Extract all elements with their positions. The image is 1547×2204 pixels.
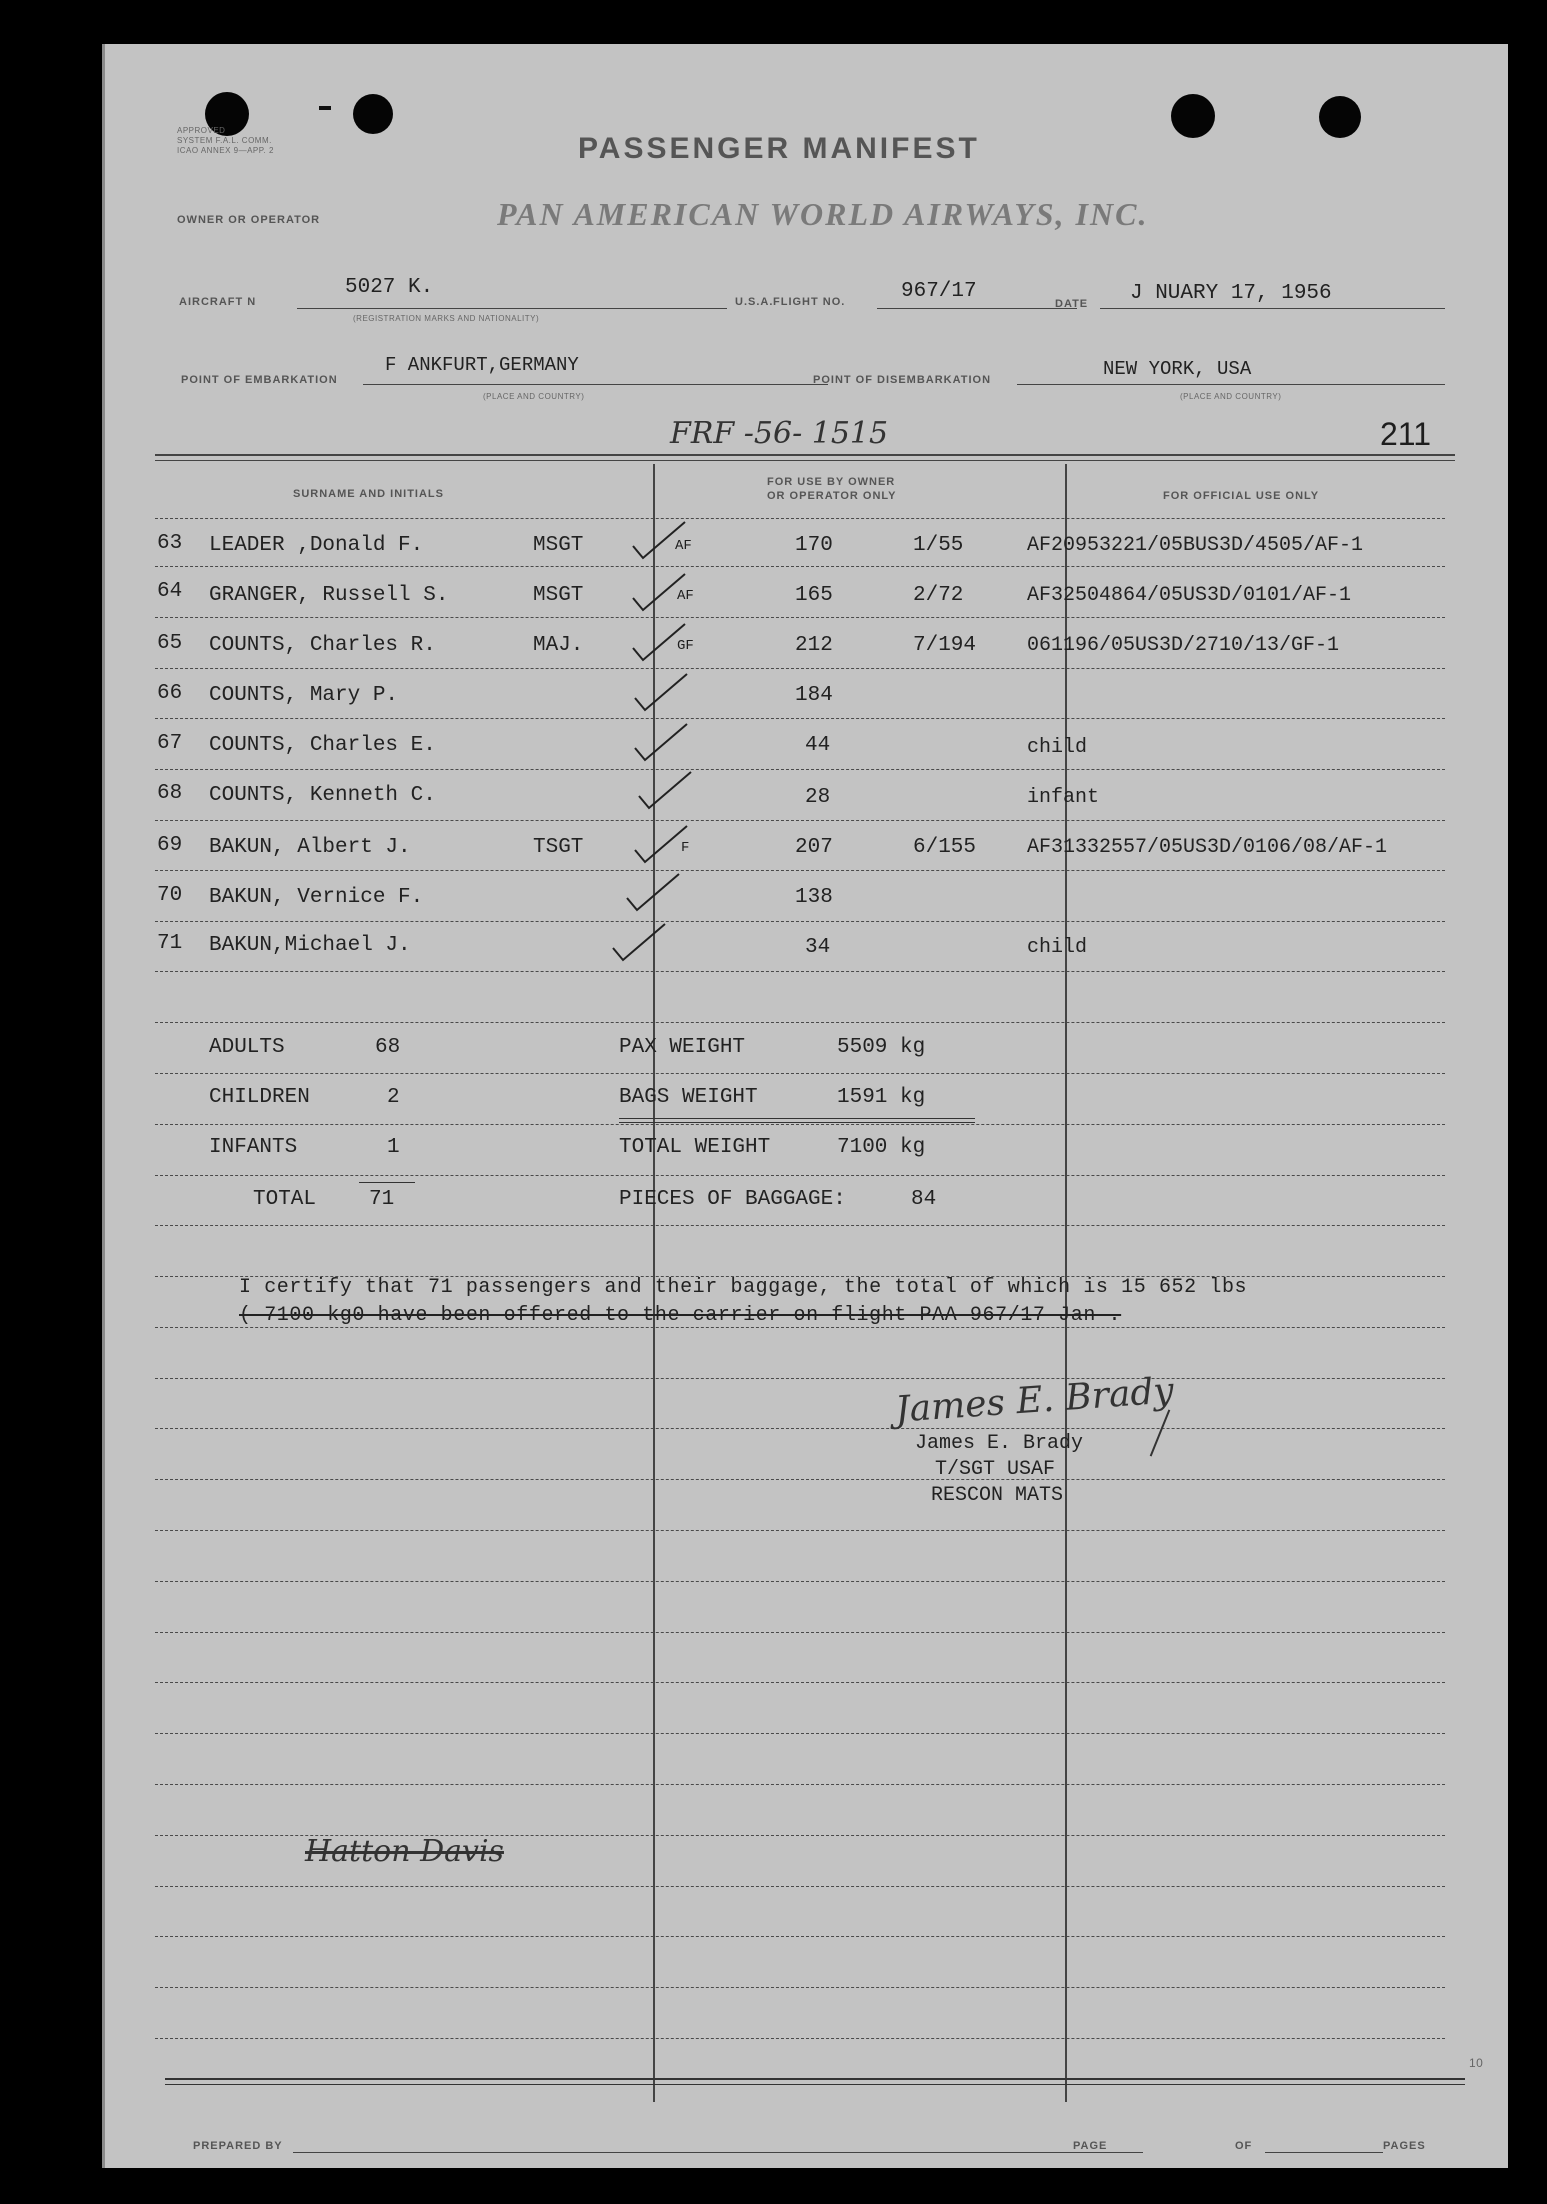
extra-signature: Hatton Davis (305, 1834, 504, 1869)
passenger-weight: 184 (795, 684, 833, 707)
embark-value: F ANKFURT,GERMANY (385, 354, 579, 376)
checkmark-icon (623, 870, 683, 914)
code-mark: F (681, 840, 690, 856)
row-number: 66 (157, 682, 183, 705)
ruled-line (155, 1479, 1445, 1480)
baggage-count: 2/72 (913, 584, 964, 607)
official-entry: child (1027, 736, 1088, 759)
weight-underline (619, 1122, 975, 1123)
ruled-line (155, 1530, 1445, 1531)
footer-mark: 10 (1469, 2056, 1484, 2070)
row-number: 71 (157, 932, 183, 955)
children-count: 2 (387, 1086, 400, 1109)
ruled-line (155, 1733, 1445, 1734)
certification-line-2: ( 7100 kg0 have been offered to the carrier on flight PAA 967/17 Jan . (239, 1304, 1122, 1327)
aircraft-value: 5027 K. (345, 276, 434, 299)
embark-underline (363, 384, 828, 385)
ruled-line (155, 1073, 1445, 1074)
passenger-rank: MSGT (533, 534, 584, 557)
passenger-name: COUNTS, Mary P. (209, 684, 399, 707)
total-weight-value: 7100 kg (837, 1136, 926, 1159)
col-header-owner-1: FOR USE BY OWNER (767, 476, 896, 488)
official-entry: AF20953221/05BUS3D/4505/AF-1 (1027, 534, 1364, 557)
approval-line: ICAO ANNEX 9—APP. 2 (177, 146, 274, 155)
passenger-name: BAKUN, Albert J. (209, 836, 411, 859)
aircraft-caption: (REGISTRATION MARKS AND NATIONALITY) (353, 314, 540, 323)
certifier-unit: RESCON MATS (931, 1484, 1064, 1507)
ruled-line (155, 1886, 1445, 1887)
ruled-line (155, 820, 1445, 821)
passenger-weight: 207 (795, 836, 833, 859)
baggage-count: 7/194 (913, 634, 977, 657)
punch-hole (1319, 96, 1361, 138)
adults-label: ADULTS (209, 1036, 285, 1059)
date-label: DATE (1055, 298, 1089, 310)
passenger-rank: MAJ. (533, 634, 584, 657)
col-header-name: SURNAME AND INITIALS (293, 488, 444, 500)
approval-line: APPROVED (177, 126, 226, 135)
footer-rule (165, 2084, 1465, 2085)
code-mark: GF (677, 638, 694, 654)
passenger-name: BAKUN, Vernice F. (209, 886, 424, 909)
row-number: 69 (157, 834, 183, 857)
form-title: PASSENGER MANIFEST (578, 132, 980, 165)
header-rule (155, 454, 1455, 456)
punch-hole (1171, 94, 1215, 138)
ruled-line (155, 1784, 1445, 1785)
flight-underline (877, 308, 1077, 309)
ruled-line (155, 1124, 1445, 1125)
passenger-weight: 170 (795, 534, 833, 557)
col-header-official: FOR OFFICIAL USE ONLY (1163, 490, 1320, 502)
ruled-line (155, 1378, 1445, 1379)
ruled-line (155, 1327, 1445, 1328)
disembark-value: NEW YORK, USA (1103, 358, 1252, 380)
infants-count: 1 (387, 1136, 400, 1159)
pieces-label: PIECES OF BAGGAGE: (619, 1188, 846, 1211)
country-label: U.S.A. (735, 296, 774, 308)
prepared-by-underline (293, 2152, 1143, 2153)
hole-dash (319, 106, 331, 110)
flight-label: FLIGHT NO. (773, 296, 846, 308)
passenger-weight: 138 (795, 886, 833, 909)
ruled-line (155, 1682, 1445, 1683)
of-underline (1265, 2152, 1383, 2153)
ruled-line (155, 1632, 1445, 1633)
ruled-line (155, 1936, 1445, 1937)
passenger-rank: TSGT (533, 836, 584, 859)
code-mark: AF (675, 538, 692, 554)
ruled-line (155, 617, 1445, 618)
ruled-line (155, 971, 1445, 972)
passenger-weight: 28 (805, 786, 831, 809)
passenger-weight: 165 (795, 584, 833, 607)
official-entry: AF31332557/05US3D/0106/08/AF-1 (1027, 836, 1388, 859)
disembark-label: POINT OF DISEMBARKATION (813, 374, 992, 386)
official-entry: child (1027, 936, 1088, 959)
page-number: 211 (1380, 416, 1432, 452)
embark-label: POINT OF EMBARKATION (181, 374, 338, 386)
passenger-weight: 44 (805, 734, 831, 757)
code-mark: AF (677, 588, 694, 604)
col-header-owner-2: OR OPERATOR ONLY (767, 490, 897, 502)
ruled-line (155, 769, 1445, 770)
disembark-caption: (PLACE AND COUNTRY) (1180, 392, 1282, 401)
row-number: 68 (157, 782, 183, 805)
date-value: J NUARY 17, 1956 (1130, 282, 1332, 305)
file-reference: FRF -56- 1515 (670, 416, 889, 451)
passenger-name: COUNTS, Charles R. (209, 634, 436, 657)
row-number: 70 (157, 884, 183, 907)
row-number: 65 (157, 632, 183, 655)
aircraft-underline (297, 308, 727, 309)
row-number: 64 (157, 580, 183, 603)
certification-line-1: I certify that 71 passengers and their baggage, the total of which is 15 652 lbs (239, 1276, 1248, 1299)
ruled-line (155, 1175, 1445, 1176)
manifest-sheet (102, 44, 1508, 2168)
passenger-name: BAKUN,Michael J. (209, 934, 411, 957)
official-entry: AF32504864/05US3D/0101/AF-1 (1027, 584, 1352, 607)
passenger-name: GRANGER, Russell S. (209, 584, 449, 607)
total-label: TOTAL (253, 1188, 317, 1211)
baggage-count: 6/155 (913, 836, 977, 859)
certifier-rank: T/SGT USAF (935, 1458, 1056, 1481)
total-underline (359, 1182, 415, 1183)
bags-weight-value: 1591 kg (837, 1086, 926, 1109)
date-underline (1100, 308, 1445, 309)
ruled-line (155, 1987, 1445, 1988)
pax-weight-value: 5509 kg (837, 1036, 926, 1059)
ruled-line (155, 1428, 1445, 1429)
total-weight-label: TOTAL WEIGHT (619, 1136, 771, 1159)
of-label: OF (1235, 2140, 1253, 2152)
passenger-name: COUNTS, Charles E. (209, 734, 436, 757)
checkmark-icon (631, 670, 691, 714)
baggage-count: 1/55 (913, 534, 964, 557)
ruled-line (155, 668, 1445, 669)
infants-label: INFANTS (209, 1136, 298, 1159)
punch-hole (353, 94, 393, 134)
checkmark-icon (635, 768, 695, 812)
aircraft-label: AIRCRAFT N (179, 296, 257, 308)
pax-weight-label: PAX WEIGHT (619, 1036, 746, 1059)
ruled-line (155, 921, 1445, 922)
flight-value: 967/17 (901, 280, 977, 303)
certifier-signature: James E. Brady (893, 1370, 1176, 1431)
pieces-value: 84 (911, 1188, 937, 1211)
airline-name: PAN AMERICAN WORLD AIRWAYS, INC. (497, 196, 1149, 232)
ruled-line (155, 1022, 1445, 1023)
ruled-line (155, 1581, 1445, 1582)
ruled-line (155, 2038, 1445, 2039)
page-label: PAGE (1069, 2140, 1111, 2152)
signature-slash (1150, 1409, 1171, 1456)
total-count: 71 (369, 1188, 395, 1211)
bags-weight-label: BAGS WEIGHT (619, 1086, 758, 1109)
prepared-by-label: PREPARED BY (193, 2140, 283, 2152)
passenger-rank: MSGT (533, 584, 584, 607)
official-entry: 061196/05US3D/2710/13/GF-1 (1027, 634, 1340, 657)
ruled-line (155, 518, 1445, 519)
children-label: CHILDREN (209, 1086, 310, 1109)
pages-label: PAGES (1383, 2140, 1426, 2152)
owner-label: OWNER OR OPERATOR (177, 214, 321, 226)
adults-count: 68 (375, 1036, 401, 1059)
ruled-line (155, 566, 1445, 567)
ruled-line (155, 1225, 1445, 1226)
row-number: 67 (157, 732, 183, 755)
embark-caption: (PLACE AND COUNTRY) (483, 392, 585, 401)
official-entry: infant (1027, 786, 1100, 809)
row-number: 63 (157, 532, 183, 555)
ruled-line (155, 870, 1445, 871)
approval-line: SYSTEM F.A.L. COMM. (177, 136, 272, 145)
disembark-underline (1017, 384, 1445, 385)
passenger-name: COUNTS, Kenneth C. (209, 784, 436, 807)
ruled-line (155, 718, 1445, 719)
certifier-name: James E. Brady (915, 1432, 1084, 1455)
footer-rule (165, 2078, 1465, 2080)
checkmark-icon (609, 920, 669, 964)
checkmark-icon (631, 720, 691, 764)
weight-underline (619, 1118, 975, 1119)
passenger-weight: 212 (795, 634, 833, 657)
passenger-weight: 34 (805, 936, 831, 959)
header-rule (155, 460, 1455, 461)
passenger-name: LEADER ,Donald F. (209, 534, 424, 557)
